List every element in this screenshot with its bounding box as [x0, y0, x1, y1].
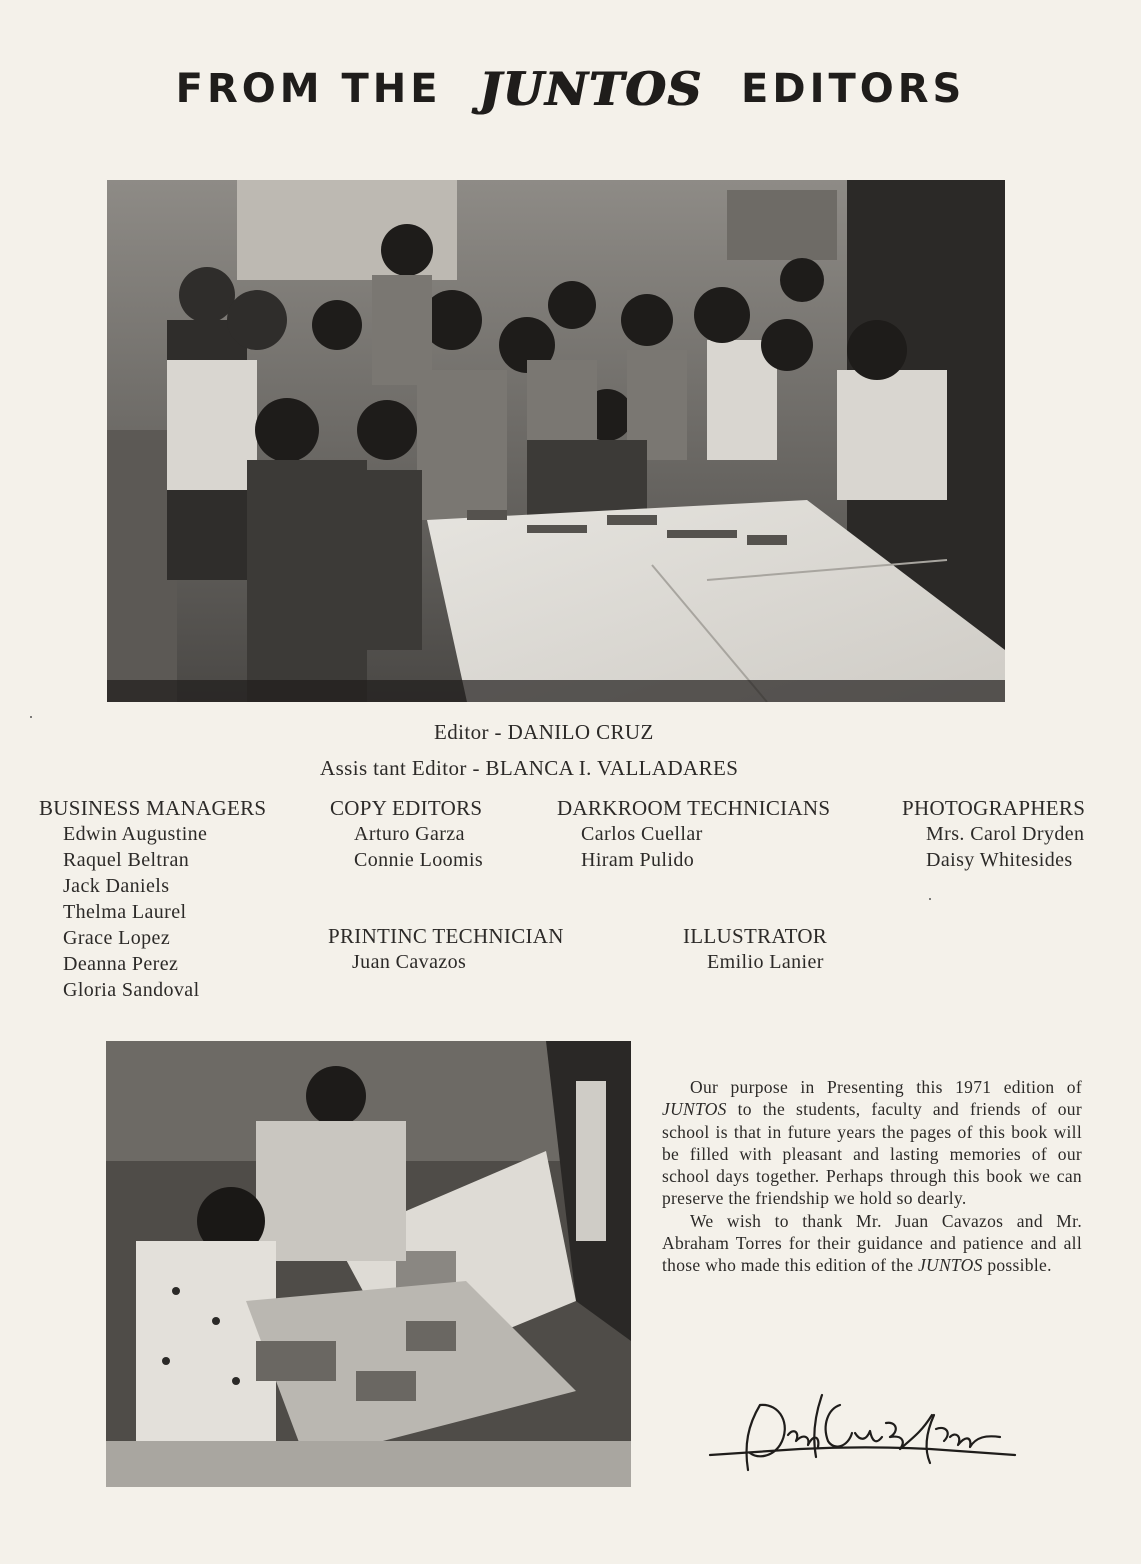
- staff-name: Connie Loomis: [354, 849, 484, 871]
- staff-name: Arturo Garza: [354, 823, 465, 845]
- staff-name: Daisy Whitesides: [926, 849, 1073, 871]
- staff-name: Deanna Perez: [63, 953, 179, 975]
- yearbook-title-ref: JUNTOS: [917, 1255, 983, 1276]
- printing-technician-group: [328, 923, 564, 975]
- staff-name: Hiram Pulido: [581, 849, 695, 871]
- print-speck: [929, 898, 931, 900]
- staff-name: Juan Cavazos: [352, 951, 467, 973]
- photographers-group: [902, 795, 1085, 873]
- message-text: We wish to thank Mr. Juan Cavazos and Mr. Abraham Torres for their guidance and patience and all those who made this edition of the: [662, 1210, 1082, 1276]
- message-paragraph: [662, 1076, 1082, 1210]
- title-prefix: FROM THE: [175, 66, 442, 112]
- illustrator-group: [683, 923, 827, 975]
- staff-name: Mrs. Carol Dryden: [926, 823, 1085, 845]
- staff-name: Raquel Beltran: [63, 849, 190, 871]
- message-paragraph: [662, 1210, 1082, 1277]
- darkroom-technicians-group: [557, 795, 830, 873]
- editor-signature: [700, 1375, 1020, 1485]
- title-suffix: EDITORS: [741, 66, 966, 112]
- group-heading: BUSINESS MANAGERS: [39, 796, 267, 820]
- business-managers-group: [39, 795, 266, 1003]
- group-heading: PRINTINC TECHNICIAN: [328, 924, 564, 948]
- staff-name: Jack Daniels: [63, 875, 170, 897]
- staff-name: Grace Lopez: [63, 927, 171, 949]
- yearbook-title-ref: JUNTOS: [662, 1099, 727, 1120]
- group-heading: ILLUSTRATOR: [683, 924, 828, 948]
- message-text: to the students, faculty and friends of our school is that in future years the pages of this book will be filled with pleasant and lasting memories of our school days together. Perhaps through this book we can preserve the friendship we hold so dearly.: [662, 1099, 1082, 1209]
- staff-name: Emilio Lanier: [707, 951, 824, 973]
- title-emblem: JUNTOS: [479, 62, 704, 116]
- group-heading: PHOTOGRAPHERS: [902, 796, 1086, 820]
- editor-credit: Editor - DANILO CRUZ: [434, 720, 654, 744]
- staff-name: Gloria Sandoval: [63, 979, 200, 1001]
- staff-group-photo: [107, 180, 1005, 702]
- staff-name: Carlos Cuellar: [581, 823, 703, 845]
- page-title: [0, 62, 1141, 116]
- print-speck: [30, 716, 32, 718]
- darkroom-photo: [106, 1041, 631, 1487]
- assistant-editor-credit: Assis tant Editor - BLANCA I. VALLADARES: [320, 756, 739, 780]
- message-text: Our purpose in Presenting this 1971 edition of: [690, 1077, 1082, 1097]
- message-text: possible.: [982, 1255, 1052, 1276]
- group-heading: COPY EDITORS: [330, 796, 483, 820]
- copy-editors-group: [330, 795, 483, 873]
- staff-name: Thelma Laurel: [63, 901, 187, 923]
- staff-name: Edwin Augustine: [63, 823, 208, 845]
- editors-message: [662, 1076, 1082, 1277]
- group-heading: DARKROOM TECHNICIANS: [557, 796, 831, 820]
